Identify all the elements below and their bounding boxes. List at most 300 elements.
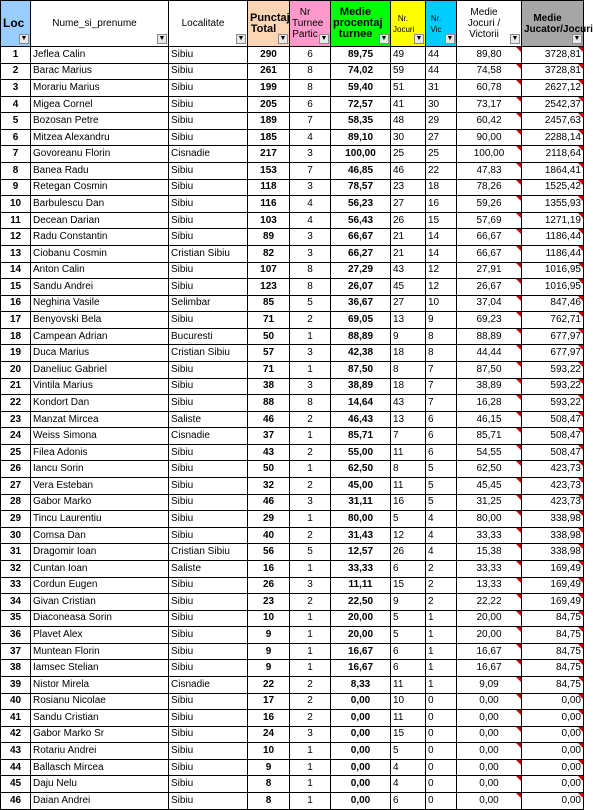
cell-nr-turnee[interactable]: 1	[290, 776, 331, 793]
cell-medie-procentaj[interactable]: 0,00	[331, 710, 391, 727]
cell-medie-jocuri-victorii[interactable]: 33,33	[457, 527, 522, 544]
cell-medie-procentaj[interactable]: 42,38	[331, 345, 391, 362]
cell-medie-jucator[interactable]: 593,22	[522, 378, 584, 395]
cell-city[interactable]: Sibiu	[169, 113, 248, 130]
cell-nr-victorii[interactable]: 44	[426, 47, 457, 64]
cell-medie-jucator[interactable]: 1525,42	[522, 179, 584, 196]
table-row[interactable]	[1, 146, 584, 163]
cell-points[interactable]: 37	[248, 428, 290, 445]
cell-medie-jocuri-victorii[interactable]: 74,58	[457, 63, 522, 80]
cell-medie-jucator[interactable]: 0,00	[522, 743, 584, 760]
table-row[interactable]	[1, 129, 584, 146]
cell-loc[interactable]: 37	[1, 643, 31, 660]
cell-nr-victorii[interactable]: 8	[426, 345, 457, 362]
table-row[interactable]	[1, 643, 584, 660]
cell-points[interactable]: 107	[248, 262, 290, 279]
cell-points[interactable]: 8	[248, 776, 290, 793]
cell-points[interactable]: 50	[248, 461, 290, 478]
cell-nr-jocuri[interactable]: 18	[391, 345, 426, 362]
cell-nr-jocuri[interactable]: 48	[391, 113, 426, 130]
cell-nr-victorii[interactable]: 9	[426, 312, 457, 329]
table-row[interactable]	[1, 196, 584, 213]
cell-medie-procentaj[interactable]: 38,89	[331, 378, 391, 395]
cell-loc[interactable]: 36	[1, 627, 31, 644]
cell-loc[interactable]: 40	[1, 693, 31, 710]
cell-medie-procentaj[interactable]: 89,75	[331, 47, 391, 64]
cell-loc[interactable]: 15	[1, 279, 31, 296]
cell-points[interactable]: 116	[248, 196, 290, 213]
cell-loc[interactable]: 12	[1, 229, 31, 246]
cell-nr-victorii[interactable]: 6	[426, 444, 457, 461]
cell-nr-turnee[interactable]: 7	[290, 163, 331, 180]
cell-points[interactable]: 16	[248, 560, 290, 577]
cell-medie-procentaj[interactable]: 20,00	[331, 627, 391, 644]
cell-city[interactable]: Sibiu	[169, 361, 248, 378]
cell-medie-jucator[interactable]: 1271,19	[522, 212, 584, 229]
cell-medie-procentaj[interactable]: 45,00	[331, 478, 391, 495]
cell-nr-jocuri[interactable]: 5	[391, 511, 426, 528]
cell-city[interactable]: Sibiu	[169, 660, 248, 677]
cell-city[interactable]: Sibiu	[169, 726, 248, 743]
cell-city[interactable]: Sibiu	[169, 627, 248, 644]
cell-city[interactable]: Sibiu	[169, 47, 248, 64]
table-row[interactable]	[1, 279, 584, 296]
cell-nr-turnee[interactable]: 2	[290, 444, 331, 461]
cell-nr-turnee[interactable]: 4	[290, 196, 331, 213]
cell-loc[interactable]: 23	[1, 411, 31, 428]
cell-nr-jocuri[interactable]: 16	[391, 494, 426, 511]
cell-name[interactable]: Iamsec Stelian	[31, 660, 169, 677]
cell-medie-procentaj[interactable]: 74,02	[331, 63, 391, 80]
cell-nr-jocuri[interactable]: 11	[391, 444, 426, 461]
cell-medie-jocuri-victorii[interactable]: 66,67	[457, 245, 522, 262]
cell-nr-victorii[interactable]: 12	[426, 262, 457, 279]
cell-city[interactable]: Sibiu	[169, 80, 248, 97]
cell-medie-jocuri-victorii[interactable]: 22,22	[457, 594, 522, 611]
cell-medie-procentaj[interactable]: 26,07	[331, 279, 391, 296]
cell-medie-jocuri-victorii[interactable]: 85,71	[457, 428, 522, 445]
cell-name[interactable]: Duca Marius	[31, 345, 169, 362]
cell-loc[interactable]: 34	[1, 594, 31, 611]
cell-nr-jocuri[interactable]: 45	[391, 279, 426, 296]
cell-nr-jocuri[interactable]: 9	[391, 328, 426, 345]
cell-points[interactable]: 50	[248, 328, 290, 345]
cell-medie-procentaj[interactable]: 0,00	[331, 726, 391, 743]
cell-nr-victorii[interactable]: 0	[426, 793, 457, 810]
cell-nr-victorii[interactable]: 2	[426, 577, 457, 594]
cell-nr-victorii[interactable]: 5	[426, 494, 457, 511]
cell-name[interactable]: Bozosan Petre	[31, 113, 169, 130]
cell-loc[interactable]: 25	[1, 444, 31, 461]
cell-city[interactable]: Sibiu	[169, 129, 248, 146]
cell-points[interactable]: 9	[248, 627, 290, 644]
cell-points[interactable]: 23	[248, 594, 290, 611]
table-row[interactable]	[1, 710, 584, 727]
cell-points[interactable]: 189	[248, 113, 290, 130]
cell-name[interactable]: Retegan Cosmin	[31, 179, 169, 196]
cell-nr-jocuri[interactable]: 21	[391, 245, 426, 262]
cell-medie-jucator[interactable]: 2288,14	[522, 129, 584, 146]
cell-points[interactable]: 261	[248, 63, 290, 80]
cell-nr-turnee[interactable]: 8	[290, 395, 331, 412]
table-row[interactable]	[1, 361, 584, 378]
cell-medie-jucator[interactable]: 423,73	[522, 494, 584, 511]
cell-name[interactable]: Dragomir Ioan	[31, 544, 169, 561]
cell-nr-turnee[interactable]: 3	[290, 726, 331, 743]
cell-medie-jucator[interactable]: 0,00	[522, 693, 584, 710]
cell-medie-jucator[interactable]: 338,98	[522, 527, 584, 544]
cell-medie-jocuri-victorii[interactable]: 59,26	[457, 196, 522, 213]
cell-medie-jocuri-victorii[interactable]: 33,33	[457, 560, 522, 577]
cell-medie-jucator[interactable]: 84,75	[522, 643, 584, 660]
cell-loc[interactable]: 42	[1, 726, 31, 743]
cell-medie-procentaj[interactable]: 16,67	[331, 643, 391, 660]
cell-nr-jocuri[interactable]: 23	[391, 179, 426, 196]
cell-nr-turnee[interactable]: 1	[290, 610, 331, 627]
cell-name[interactable]: Tincu Laurentiu	[31, 511, 169, 528]
cell-loc[interactable]: 44	[1, 759, 31, 776]
cell-nr-victorii[interactable]: 0	[426, 726, 457, 743]
cell-medie-jocuri-victorii[interactable]: 16,67	[457, 660, 522, 677]
cell-medie-jucator[interactable]: 338,98	[522, 544, 584, 561]
cell-medie-jocuri-victorii[interactable]: 89,80	[457, 47, 522, 64]
cell-name[interactable]: Rosianu Nicolae	[31, 693, 169, 710]
cell-nr-turnee[interactable]: 4	[290, 129, 331, 146]
cell-medie-jocuri-victorii[interactable]: 60,78	[457, 80, 522, 97]
cell-loc[interactable]: 29	[1, 511, 31, 528]
cell-loc[interactable]: 31	[1, 544, 31, 561]
cell-points[interactable]: 123	[248, 279, 290, 296]
cell-city[interactable]: Bucuresti	[169, 328, 248, 345]
cell-nr-victorii[interactable]: 1	[426, 660, 457, 677]
cell-nr-turnee[interactable]: 5	[290, 295, 331, 312]
cell-city[interactable]: Cristian Sibiu	[169, 544, 248, 561]
cell-points[interactable]: 71	[248, 312, 290, 329]
cell-city[interactable]: Sibiu	[169, 610, 248, 627]
cell-city[interactable]: Sibiu	[169, 594, 248, 611]
cell-nr-jocuri[interactable]: 13	[391, 312, 426, 329]
cell-loc[interactable]: 14	[1, 262, 31, 279]
cell-loc[interactable]: 3	[1, 80, 31, 97]
cell-nr-jocuri[interactable]: 15	[391, 726, 426, 743]
cell-name[interactable]: Cuntan Ioan	[31, 560, 169, 577]
cell-nr-jocuri[interactable]: 43	[391, 262, 426, 279]
cell-medie-procentaj[interactable]: 0,00	[331, 759, 391, 776]
cell-nr-victorii[interactable]: 2	[426, 594, 457, 611]
cell-medie-jucator[interactable]: 0,00	[522, 793, 584, 810]
cell-nr-victorii[interactable]: 6	[426, 411, 457, 428]
cell-nr-victorii[interactable]: 1	[426, 627, 457, 644]
cell-nr-jocuri[interactable]: 6	[391, 793, 426, 810]
cell-points[interactable]: 10	[248, 610, 290, 627]
cell-name[interactable]: Manzat Mircea	[31, 411, 169, 428]
cell-loc[interactable]: 20	[1, 361, 31, 378]
cell-loc[interactable]: 27	[1, 478, 31, 495]
cell-medie-jocuri-victorii[interactable]: 57,69	[457, 212, 522, 229]
table-row[interactable]	[1, 676, 584, 693]
cell-points[interactable]: 56	[248, 544, 290, 561]
table-row[interactable]	[1, 444, 584, 461]
cell-medie-jocuri-victorii[interactable]: 20,00	[457, 627, 522, 644]
cell-medie-jocuri-victorii[interactable]: 9,09	[457, 676, 522, 693]
cell-medie-procentaj[interactable]: 36,67	[331, 295, 391, 312]
cell-nr-jocuri[interactable]: 8	[391, 361, 426, 378]
cell-points[interactable]: 43	[248, 444, 290, 461]
cell-name[interactable]: Migea Cornel	[31, 96, 169, 113]
cell-name[interactable]: Decean Darian	[31, 212, 169, 229]
cell-medie-procentaj[interactable]: 22,50	[331, 594, 391, 611]
cell-nr-jocuri[interactable]: 8	[391, 461, 426, 478]
cell-nr-turnee[interactable]: 1	[290, 759, 331, 776]
table-row[interactable]	[1, 63, 584, 80]
cell-name[interactable]: Sandu Cristian	[31, 710, 169, 727]
cell-medie-jocuri-victorii[interactable]: 26,67	[457, 279, 522, 296]
cell-city[interactable]: Sibiu	[169, 527, 248, 544]
table-row[interactable]	[1, 627, 584, 644]
table-row[interactable]	[1, 378, 584, 395]
cell-nr-victorii[interactable]: 6	[426, 428, 457, 445]
cell-points[interactable]: 103	[248, 212, 290, 229]
cell-city[interactable]: Sibiu	[169, 378, 248, 395]
cell-medie-procentaj[interactable]: 62,50	[331, 461, 391, 478]
cell-name[interactable]: Rotariu Andrei	[31, 743, 169, 760]
cell-medie-jucator[interactable]: 1186,44	[522, 229, 584, 246]
cell-medie-jocuri-victorii[interactable]: 31,25	[457, 494, 522, 511]
cell-medie-jucator[interactable]: 423,73	[522, 461, 584, 478]
cell-nr-victorii[interactable]: 1	[426, 676, 457, 693]
cell-medie-jucator[interactable]: 2542,37	[522, 96, 584, 113]
cell-points[interactable]: 9	[248, 643, 290, 660]
cell-name[interactable]: Iancu Sorin	[31, 461, 169, 478]
table-row[interactable]	[1, 660, 584, 677]
cell-nr-victorii[interactable]: 0	[426, 693, 457, 710]
cell-nr-jocuri[interactable]: 59	[391, 63, 426, 80]
table-row[interactable]	[1, 793, 584, 810]
cell-nr-jocuri[interactable]: 25	[391, 146, 426, 163]
cell-loc[interactable]: 4	[1, 96, 31, 113]
cell-nr-victorii[interactable]: 31	[426, 80, 457, 97]
cell-medie-procentaj[interactable]: 8,33	[331, 676, 391, 693]
cell-nr-turnee[interactable]: 1	[290, 560, 331, 577]
cell-name[interactable]: Daneliuc Gabriel	[31, 361, 169, 378]
cell-loc[interactable]: 28	[1, 494, 31, 511]
cell-points[interactable]: 57	[248, 345, 290, 362]
table-row[interactable]	[1, 312, 584, 329]
cell-medie-jucator[interactable]: 169,49	[522, 594, 584, 611]
cell-nr-victorii[interactable]: 7	[426, 378, 457, 395]
cell-medie-procentaj[interactable]: 12,57	[331, 544, 391, 561]
cell-name[interactable]: Comsa Dan	[31, 527, 169, 544]
filter-dropdown-icon[interactable]: ▼	[20, 35, 28, 42]
cell-city[interactable]: Sibiu	[169, 793, 248, 810]
cell-nr-victorii[interactable]: 15	[426, 212, 457, 229]
cell-name[interactable]: Weiss Simona	[31, 428, 169, 445]
cell-medie-procentaj[interactable]: 59,40	[331, 80, 391, 97]
table-row[interactable]	[1, 229, 584, 246]
cell-city[interactable]: Sibiu	[169, 163, 248, 180]
cell-city[interactable]: Sibiu	[169, 312, 248, 329]
cell-medie-jucator[interactable]: 0,00	[522, 710, 584, 727]
table-row[interactable]	[1, 96, 584, 113]
cell-points[interactable]: 217	[248, 146, 290, 163]
cell-loc[interactable]: 22	[1, 395, 31, 412]
cell-city[interactable]: Sibiu	[169, 444, 248, 461]
cell-nr-jocuri[interactable]: 15	[391, 577, 426, 594]
cell-medie-procentaj[interactable]: 31,43	[331, 527, 391, 544]
table-row[interactable]	[1, 395, 584, 412]
cell-loc[interactable]: 5	[1, 113, 31, 130]
cell-medie-procentaj[interactable]: 46,85	[331, 163, 391, 180]
cell-nr-victorii[interactable]: 22	[426, 163, 457, 180]
cell-nr-jocuri[interactable]: 4	[391, 759, 426, 776]
cell-nr-victorii[interactable]: 0	[426, 776, 457, 793]
cell-medie-jocuri-victorii[interactable]: 100,00	[457, 146, 522, 163]
cell-city[interactable]: Saliste	[169, 411, 248, 428]
cell-medie-jucator[interactable]: 508,47	[522, 411, 584, 428]
cell-city[interactable]: Sibiu	[169, 279, 248, 296]
cell-medie-jucator[interactable]: 2118,64	[522, 146, 584, 163]
cell-nr-turnee[interactable]: 6	[290, 47, 331, 64]
cell-medie-jucator[interactable]: 508,47	[522, 444, 584, 461]
cell-loc[interactable]: 13	[1, 245, 31, 262]
table-row[interactable]	[1, 544, 584, 561]
cell-name[interactable]: Cordun Eugen	[31, 577, 169, 594]
cell-nr-victorii[interactable]: 7	[426, 361, 457, 378]
cell-medie-jucator[interactable]: 338,98	[522, 511, 584, 528]
cell-name[interactable]: Gabor Marko Sr	[31, 726, 169, 743]
cell-loc[interactable]: 24	[1, 428, 31, 445]
table-row[interactable]	[1, 80, 584, 97]
cell-medie-procentaj[interactable]: 46,43	[331, 411, 391, 428]
cell-points[interactable]: 199	[248, 80, 290, 97]
cell-medie-procentaj[interactable]: 72,57	[331, 96, 391, 113]
cell-medie-jocuri-victorii[interactable]: 16,28	[457, 395, 522, 412]
cell-medie-jucator[interactable]: 508,47	[522, 428, 584, 445]
cell-loc[interactable]: 46	[1, 793, 31, 810]
table-row[interactable]	[1, 511, 584, 528]
cell-name[interactable]: Neghina Vasile	[31, 295, 169, 312]
cell-city[interactable]: Cristian Sibiu	[169, 245, 248, 262]
table-row[interactable]	[1, 693, 584, 710]
cell-medie-jucator[interactable]: 84,75	[522, 610, 584, 627]
cell-medie-jucator[interactable]: 1355,93	[522, 196, 584, 213]
cell-points[interactable]: 40	[248, 527, 290, 544]
cell-loc[interactable]: 21	[1, 378, 31, 395]
cell-medie-jocuri-victorii[interactable]: 54,55	[457, 444, 522, 461]
cell-nr-turnee[interactable]: 3	[290, 146, 331, 163]
cell-medie-jucator[interactable]: 1186,44	[522, 245, 584, 262]
cell-nr-jocuri[interactable]: 5	[391, 610, 426, 627]
cell-nr-turnee[interactable]: 2	[290, 411, 331, 428]
table-row[interactable]	[1, 759, 584, 776]
cell-name[interactable]: Barac Marius	[31, 63, 169, 80]
table-row[interactable]	[1, 610, 584, 627]
cell-nr-victorii[interactable]: 1	[426, 643, 457, 660]
cell-medie-jocuri-victorii[interactable]: 37,04	[457, 295, 522, 312]
cell-points[interactable]: 17	[248, 693, 290, 710]
cell-medie-procentaj[interactable]: 58,35	[331, 113, 391, 130]
cell-nr-jocuri[interactable]: 18	[391, 378, 426, 395]
cell-nr-victorii[interactable]: 18	[426, 179, 457, 196]
cell-nr-jocuri[interactable]: 27	[391, 295, 426, 312]
cell-nr-jocuri[interactable]: 6	[391, 660, 426, 677]
cell-name[interactable]: Campean Adrian	[31, 328, 169, 345]
cell-name[interactable]: Filea Adonis	[31, 444, 169, 461]
table-row[interactable]	[1, 743, 584, 760]
cell-city[interactable]: Sibiu	[169, 96, 248, 113]
cell-city[interactable]: Sibiu	[169, 743, 248, 760]
cell-medie-jocuri-victorii[interactable]: 73,17	[457, 96, 522, 113]
cell-name[interactable]: Govoreanu Florin	[31, 146, 169, 163]
cell-loc[interactable]: 10	[1, 196, 31, 213]
cell-medie-jucator[interactable]: 2457,63	[522, 113, 584, 130]
cell-name[interactable]: Mitzea Alexandru	[31, 129, 169, 146]
cell-medie-jucator[interactable]: 169,49	[522, 560, 584, 577]
cell-name[interactable]: Muntean Florin	[31, 643, 169, 660]
cell-medie-procentaj[interactable]: 80,00	[331, 511, 391, 528]
cell-city[interactable]: Sibiu	[169, 759, 248, 776]
cell-medie-jocuri-victorii[interactable]: 0,00	[457, 776, 522, 793]
cell-points[interactable]: 88	[248, 395, 290, 412]
cell-nr-jocuri[interactable]: 26	[391, 212, 426, 229]
cell-medie-jocuri-victorii[interactable]: 78,26	[457, 179, 522, 196]
cell-nr-turnee[interactable]: 2	[290, 676, 331, 693]
cell-city[interactable]: Cisnadie	[169, 428, 248, 445]
cell-nr-victorii[interactable]: 0	[426, 710, 457, 727]
cell-nr-turnee[interactable]: 3	[290, 179, 331, 196]
cell-city[interactable]: Selimbar	[169, 295, 248, 312]
cell-points[interactable]: 9	[248, 660, 290, 677]
cell-loc[interactable]: 39	[1, 676, 31, 693]
cell-medie-procentaj[interactable]: 31,11	[331, 494, 391, 511]
cell-city[interactable]: Sibiu	[169, 229, 248, 246]
table-row[interactable]	[1, 245, 584, 262]
table-row[interactable]	[1, 594, 584, 611]
cell-medie-jocuri-victorii[interactable]: 27,91	[457, 262, 522, 279]
cell-nr-jocuri[interactable]: 30	[391, 129, 426, 146]
cell-nr-turnee[interactable]: 6	[290, 96, 331, 113]
cell-medie-jocuri-victorii[interactable]: 44,44	[457, 345, 522, 362]
table-row[interactable]	[1, 179, 584, 196]
cell-medie-jocuri-victorii[interactable]: 16,67	[457, 643, 522, 660]
cell-city[interactable]: Sibiu	[169, 395, 248, 412]
cell-nr-turnee[interactable]: 3	[290, 345, 331, 362]
table-row[interactable]	[1, 527, 584, 544]
cell-medie-procentaj[interactable]: 69,05	[331, 312, 391, 329]
cell-loc[interactable]: 43	[1, 743, 31, 760]
cell-name[interactable]: Banea Radu	[31, 163, 169, 180]
cell-medie-jucator[interactable]: 677,97	[522, 328, 584, 345]
cell-medie-procentaj[interactable]: 0,00	[331, 693, 391, 710]
cell-nr-jocuri[interactable]: 12	[391, 527, 426, 544]
cell-nr-turnee[interactable]: 3	[290, 245, 331, 262]
cell-medie-jocuri-victorii[interactable]: 13,33	[457, 577, 522, 594]
table-row[interactable]	[1, 577, 584, 594]
table-row[interactable]	[1, 262, 584, 279]
cell-nr-turnee[interactable]: 1	[290, 643, 331, 660]
cell-loc[interactable]: 11	[1, 212, 31, 229]
cell-name[interactable]: Morariu Marius	[31, 80, 169, 97]
cell-city[interactable]: Sibiu	[169, 196, 248, 213]
cell-points[interactable]: 290	[248, 47, 290, 64]
cell-nr-jocuri[interactable]: 11	[391, 478, 426, 495]
cell-loc[interactable]: 33	[1, 577, 31, 594]
cell-nr-jocuri[interactable]: 11	[391, 676, 426, 693]
cell-medie-procentaj[interactable]: 0,00	[331, 776, 391, 793]
cell-nr-jocuri[interactable]: 6	[391, 643, 426, 660]
cell-nr-jocuri[interactable]: 11	[391, 710, 426, 727]
cell-name[interactable]: Radu Constantin	[31, 229, 169, 246]
